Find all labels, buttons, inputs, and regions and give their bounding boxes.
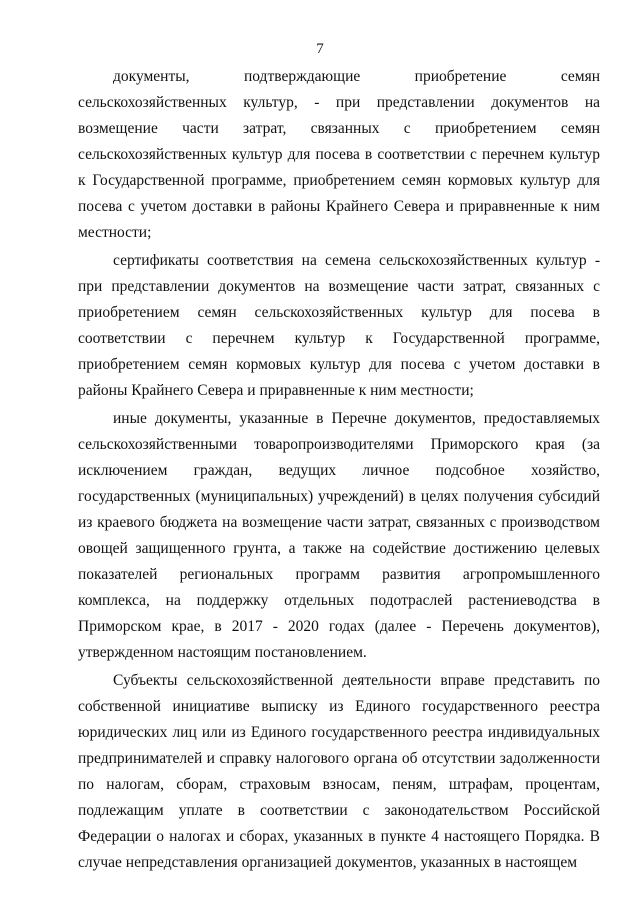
paragraph-agricultural-subjects: Субъекты сельскохозяйственной деятельности вправе представить по собственной инициативе выписку из Единого государственного реестра юридических лиц или из Единого государственного реестра индивидуальных предпринимателей и справку налогового органа об отсутствии задолженности по налогам, сборам, страховым взносам, пеням, штрафам, процентам, подлежащим уплате в соответствии с законодательством Российской Федерации о налогах и сборах, указанных в пункте 4 настоящего Порядка. В случае непредставления организацией документов, указанных в настоящем <box>78 672 600 871</box>
page-number: 7 <box>316 41 324 57</box>
paragraph-seed-documents: документы, подтверждающие приобретение семян сельскохозяйственных культур, - при представлении документов на возмещение части затрат, связанных с приобретением семян сельскохозяйственных культур для посева в соответствии с перечнем культур к Государственной программе, приобретением семян кормовых культур для посева с учетом доставки в районы Крайнего Севера и приравненные к ним местности; <box>78 68 600 241</box>
document-body <box>78 64 600 876</box>
paragraph-other-documents: иные документы, указанные в Перечне документов, предоставляемых сельскохозяйственными товаропроизводителями Приморского края (за исключением граждан, ведущих личное подсобное хозяйство, государственных (муниципальных) учреждений) в целях получения субсидий из краевого бюджета на возмещение части затрат, связанных с производством овощей защищенного грунта, а также на содействие достижению целевых показателей региональных программ развития агропромышленного комплекса, на поддержку отдельных подотраслей растениеводства в Приморском крае, в 2017 - 2020 годах (далее - Перечень документов), утвержденном настоящим постановлением. <box>78 410 600 661</box>
paragraph-seed-certificates: сертификаты соответствия на семена сельскохозяйственных культур - при представлении документов на возмещение части затрат, связанных с приобретением семян сельскохозяйственных культур для посева в соответствии с перечнем культур к Государственной программе, приобретением семян кормовых культур для посева с учетом доставки в районы Крайнего Севера и приравненные к ним местности; <box>78 252 600 399</box>
